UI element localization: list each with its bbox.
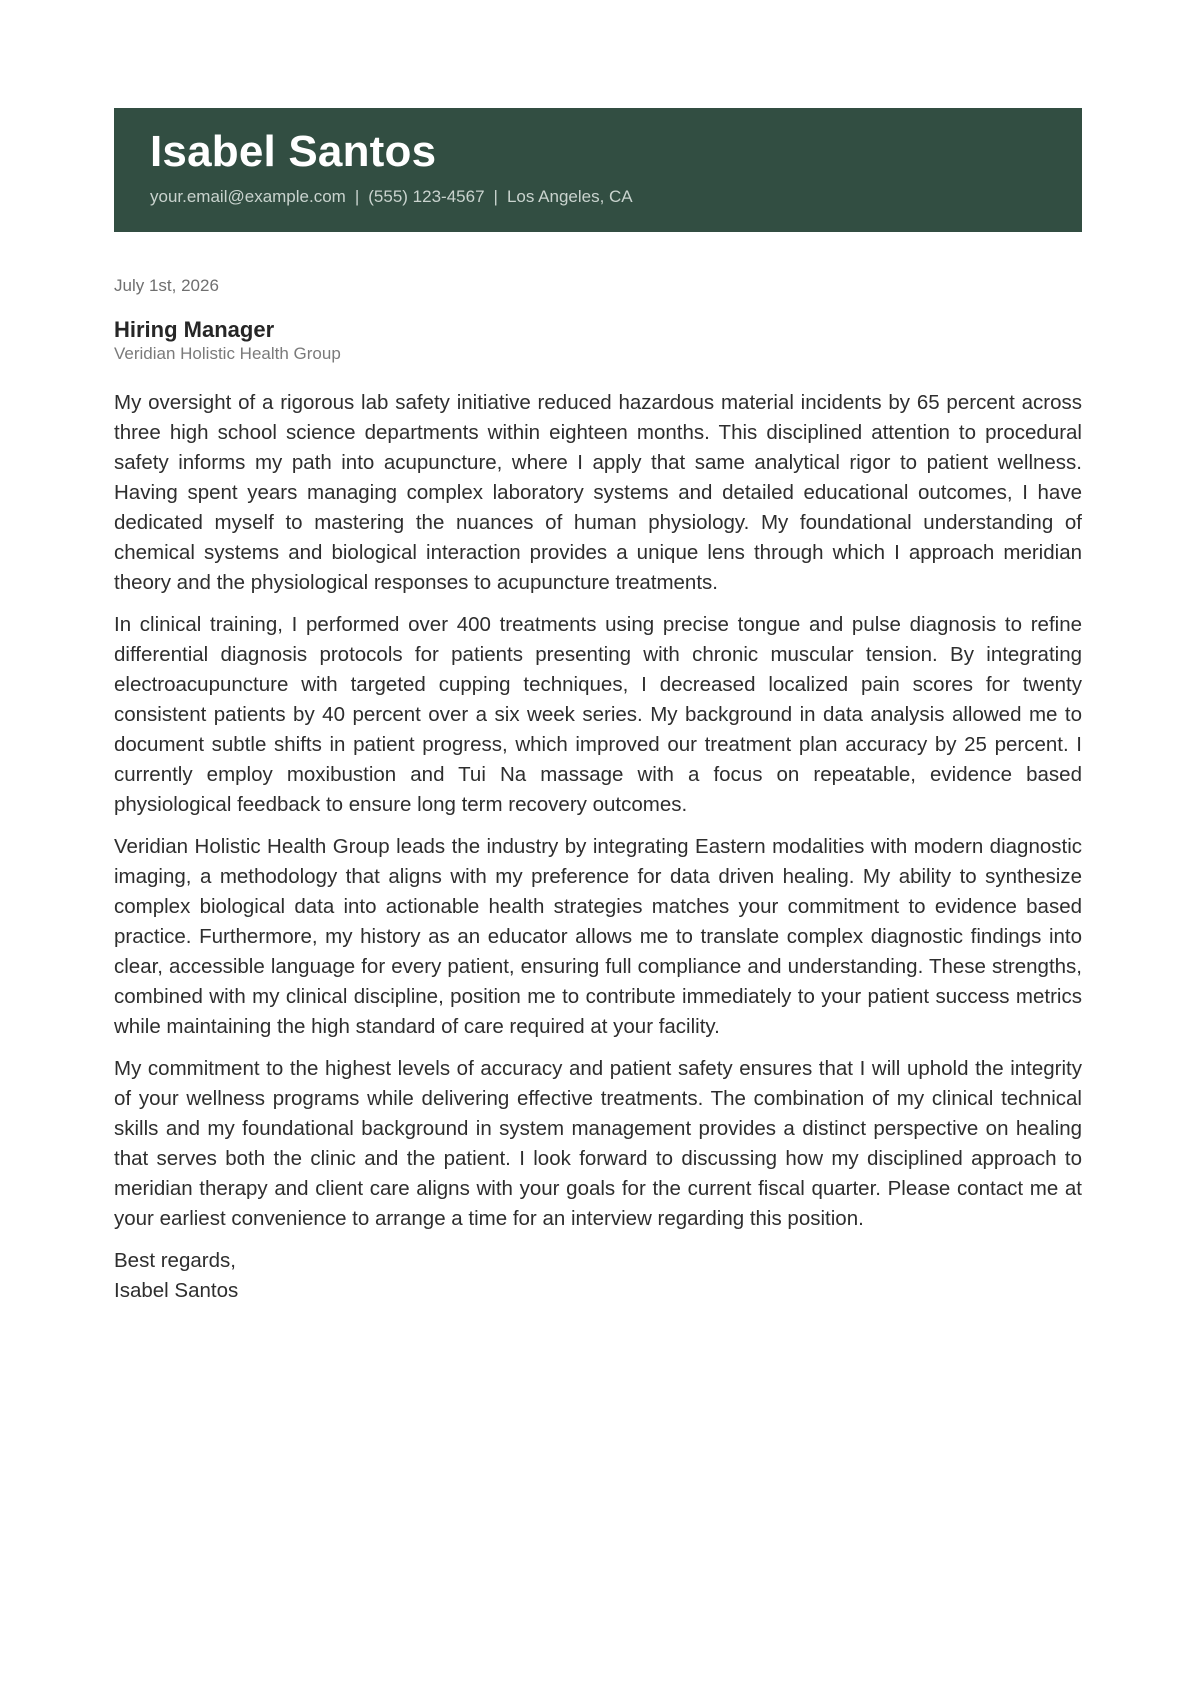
sender-location: Los Angeles, CA	[506, 187, 633, 206]
closing-block	[114, 1246, 1082, 1306]
body-paragraph: My oversight of a rigorous lab safety initiative reduced hazardous material incidents by 65 percent across three high school science departments within eighteen months. This disciplined attention to procedural safety informs my path into acupuncture, where I apply that same analytical rigor to patient wellness. Having spent years managing complex laboratory systems and detailed educational outcomes, I have dedicated myself to mastering the nuances of human physiology. My foundational understanding of chemical systems and biological interaction provides a unique lens through which I approach meridian theory and the physiological responses to acupuncture treatments.	[114, 391, 1082, 594]
body-paragraph: In clinical training, I performed over 400 treatments using precise tongue and pulse diagnosis to refine differential diagnosis protocols for patients presenting with chronic muscular tension. By integrating electroacupuncture with targeted cupping techniques, I decreased localized pain scores for twenty consistent patients by 40 percent over a six week series. My background in data analysis allowed me to document subtle shifts in patient progress, which improved our treatment plan accuracy by 25 percent. I currently employ moxibustion and Tui Na massage with a focus on repeatable, evidence based physiological feedback to ensure long term recovery outcomes.	[114, 613, 1082, 816]
contact-separator: |	[354, 187, 360, 206]
body-paragraph: My commitment to the highest levels of accuracy and patient safety ensures that I will uphold the integrity of your wellness programs while delivering effective treatments. The combination of my clinical technical skills and my foundational background in system management provides a distinct perspective on healing that serves both the clinic and the patient. I look forward to discussing how my disciplined approach to meridian therapy and client care aligns with your goals for the current fiscal quarter. Please contact me at your earliest convenience to arrange a time for an interview regarding this position.	[114, 1057, 1082, 1230]
contact-separator: |	[493, 187, 498, 206]
closing-signature: Isabel Santos	[114, 1279, 239, 1302]
recipient-title: Hiring Manager	[114, 317, 275, 342]
sender-name: Isabel Santos	[150, 127, 437, 176]
letterhead-banner	[114, 108, 1082, 232]
sender-phone: (555) 123-4567	[368, 187, 485, 206]
contact-line	[150, 187, 1046, 207]
sender-email: your.email@example.com	[150, 187, 346, 206]
letter-date: July 1st, 2026	[114, 276, 219, 295]
recipient-company: Veridian Holistic Health Group	[114, 344, 341, 364]
recipient-block	[114, 318, 341, 365]
body-paragraph: Veridian Holistic Health Group leads the industry by integrating Eastern modalities with modern diagnostic imaging, a methodology that aligns with my preference for data driven healing. My ability to synthesize complex biological data into actionable health strategies matches your commitment to evidence based practice. Furthermore, my history as an educator allows me to translate complex diagnostic findings into clear, accessible language for every patient, ensuring full compliance and understanding. These strengths, combined with my clinical discipline, position me to contribute immediately to your patient success metrics while maintaining the high standard of care required at your facility.	[114, 835, 1082, 1038]
letter-body	[114, 388, 1082, 1306]
closing-salutation: Best regards,	[114, 1249, 236, 1272]
